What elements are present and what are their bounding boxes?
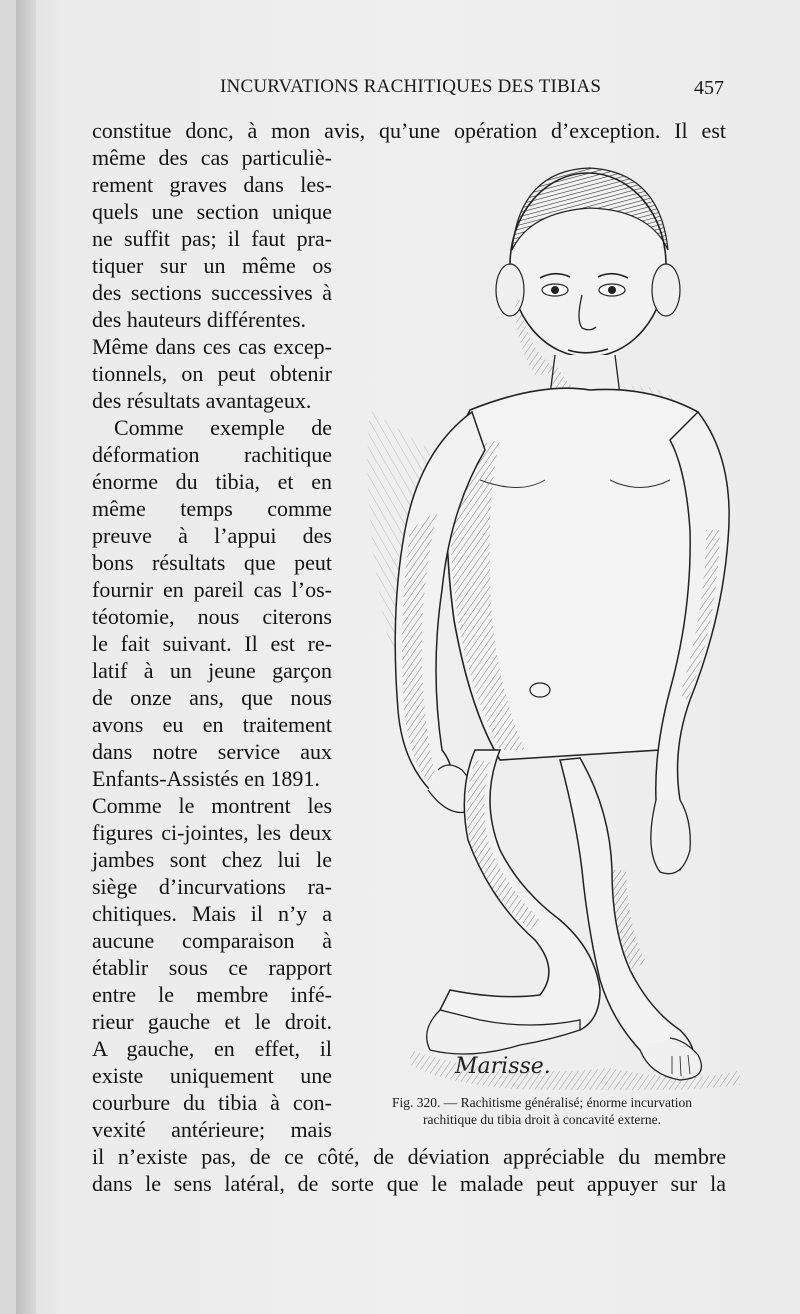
body-line: constitue donc, à mon avis, qu’une opération d’exception. Il est	[92, 118, 726, 143]
body-line: ne suffit pas; il faut pra-	[92, 226, 332, 251]
body-line: aucune comparaison à	[92, 928, 332, 953]
body-line: dans notre service aux	[92, 739, 332, 764]
caption-line: Fig. 320. — Rachitisme généralisé; énorme incurvation	[392, 1095, 692, 1110]
body-line: tiquer sur un même os	[92, 253, 332, 278]
body-line: latif à un jeune garçon	[92, 658, 332, 683]
body-line: rieur gauche et le droit.	[92, 1009, 332, 1034]
body-line: figures ci-jointes, les deux	[92, 820, 332, 845]
engraver-signature: Marisse.	[455, 1054, 551, 1079]
body-line: Comme exemple de	[114, 415, 332, 440]
figure-caption	[352, 1094, 732, 1128]
body-line: déformation rachitique	[92, 442, 332, 467]
body-line: A gauche, en effet, il	[92, 1036, 332, 1061]
page-number: 457	[694, 77, 724, 99]
body-line: rement graves dans les-	[92, 172, 332, 197]
body-line: fournir en pareil cas l’os-	[92, 577, 332, 602]
body-line: existe uniquement une	[92, 1063, 332, 1088]
body-line: jambes sont chez lui le	[92, 847, 332, 872]
body-line: établir sous ce rapport	[92, 955, 332, 980]
engraving-figure	[350, 150, 750, 1090]
body-line: des sections successives à	[92, 280, 332, 305]
body-line: siège d’incurvations ra-	[92, 874, 332, 899]
body-line: il n’existe pas, de ce côté, de déviation appréciable du membre	[92, 1144, 726, 1169]
body-line: Enfants-Assistés en 1891.	[92, 766, 320, 791]
body-line: tionnels, on peut obtenir	[92, 361, 332, 386]
running-head: INCURVATIONS RACHITIQUES DES TIBIAS	[220, 76, 602, 97]
body-line: bons résultats que peut	[92, 550, 332, 575]
body-line: dans le sens latéral, de sorte que le malade peut appuyer sur la	[92, 1171, 726, 1196]
body-line: Même dans ces cas excep-	[92, 334, 332, 359]
body-line: chitiques. Mais il n’y a	[92, 901, 332, 926]
body-line: téotomie, nous citerons	[92, 604, 332, 629]
caption-line: rachitique du tibia droit à concavité externe.	[422, 1112, 662, 1127]
body-line: énorme du tibia, et en	[92, 469, 332, 494]
body-line: vexité antérieure; mais	[92, 1117, 332, 1142]
body-line: même des cas particuliè-	[92, 145, 332, 170]
body-line: de onze ans, que nous	[92, 685, 332, 710]
body-line: même temps comme	[92, 496, 332, 521]
body-line: quels une section unique	[92, 199, 332, 224]
page-gutter-shadow	[16, 0, 36, 1314]
body-line: avons eu en traitement	[92, 712, 332, 737]
body-line: Comme le montrent les	[92, 793, 332, 818]
body-line: preuve à l’appui des	[92, 523, 332, 548]
body-line: entre le membre infé-	[92, 982, 332, 1007]
body-line: le fait suivant. Il est re-	[92, 631, 332, 656]
body-line: courbure du tibia à con-	[92, 1090, 332, 1115]
body-line: des résultats avantageux.	[92, 388, 312, 413]
body-line: des hauteurs différentes.	[92, 307, 307, 332]
boy-engraving-illustration	[350, 150, 750, 1090]
